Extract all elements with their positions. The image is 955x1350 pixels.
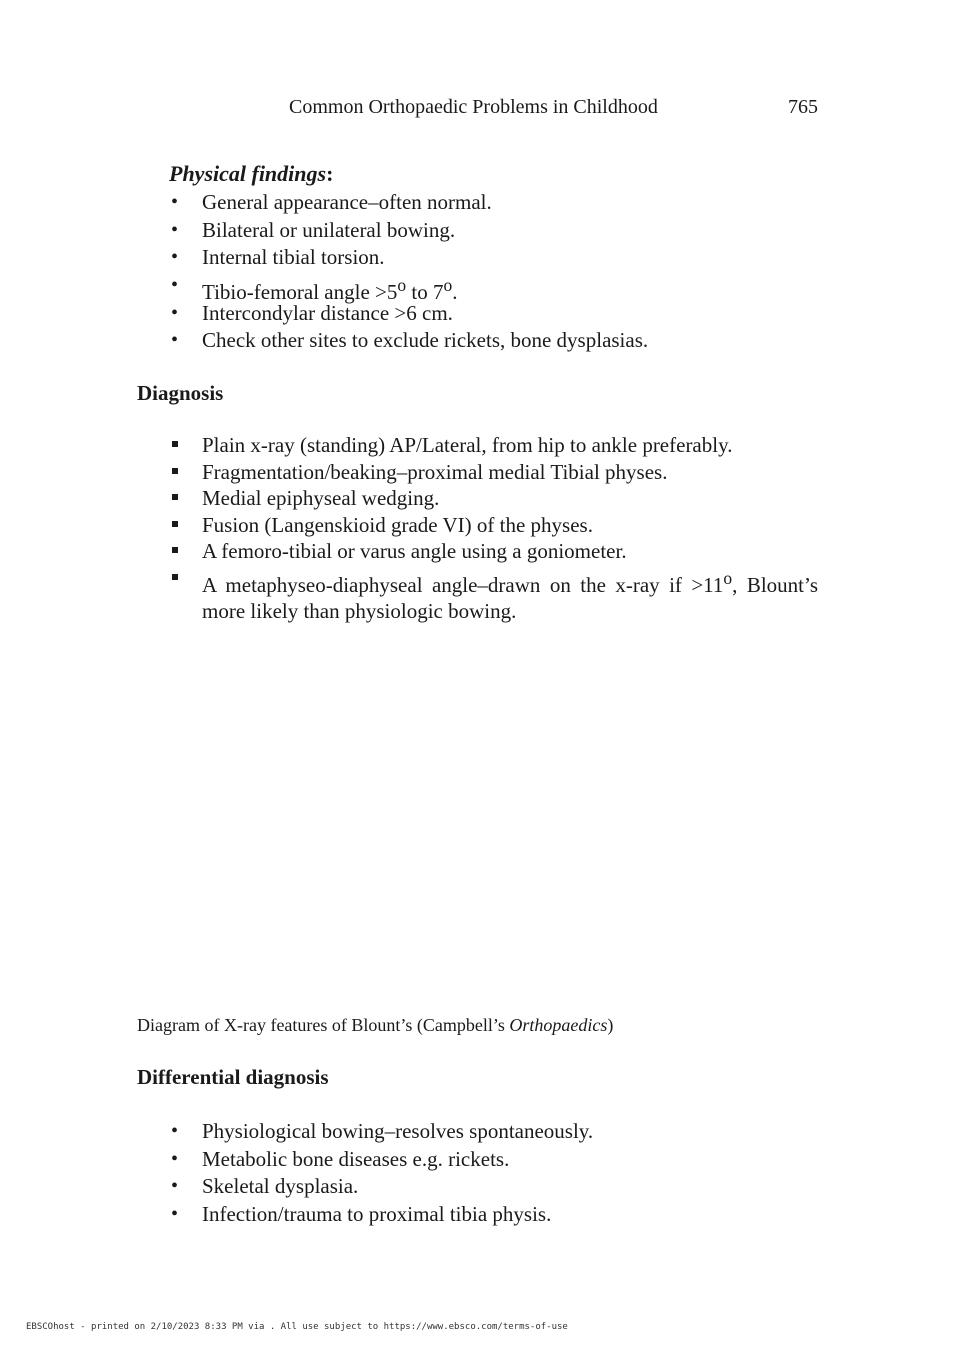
physical-findings-heading-text: Physical findings: [169, 161, 327, 186]
bullet-icon: •: [171, 301, 179, 324]
bullet-icon: •: [171, 1203, 179, 1226]
caption-text: Diagram of X-ray features of Blount’s (Campbell’s: [137, 1015, 510, 1035]
list-item-text: [202, 567, 818, 623]
page-number: 765: [788, 96, 818, 118]
list-item-text: Internal tibial torsion.: [202, 245, 385, 270]
list-item-text: General appearance–often normal.: [202, 190, 492, 214]
caption-text: ): [607, 1015, 614, 1035]
list-item-text: Bilateral or unilateral bowing.: [202, 217, 456, 242]
list-item: [202, 512, 818, 539]
list-item-text: Skeletal dysplasia.: [202, 1174, 359, 1199]
text-segment: , Blount’s more likely than physiologic bowing.: [202, 572, 818, 623]
list-item: [171, 1118, 594, 1146]
square-bullet-icon: [172, 574, 178, 580]
list-item-text: A femoro-tibial or varus angle using a goniometer.: [202, 539, 627, 564]
figure-caption: [137, 1015, 613, 1036]
caption-italic-text: Orthopaedics: [509, 1015, 608, 1035]
differential-diagnosis-list: [171, 1118, 594, 1229]
square-bullet-icon: [172, 547, 178, 553]
bullet-icon: •: [171, 1147, 179, 1170]
list-item: [202, 565, 818, 624]
list-item: [202, 459, 818, 486]
list-item-text: Medial epiphyseal wedging.: [202, 486, 440, 511]
text-segment: Tibio-femoral angle >5: [202, 280, 398, 305]
physical-findings-list: [171, 189, 649, 355]
list-item: [171, 1173, 593, 1201]
bullet-icon: •: [171, 191, 179, 213]
list-item-text: Plain x-ray (standing) AP/Lateral, from hip to ankle preferably.: [202, 433, 733, 457]
text-segment: to 7: [406, 280, 444, 305]
bullet-icon: •: [171, 274, 179, 297]
list-item: [202, 485, 818, 512]
running-header-title: Common Orthopaedic Problems in Childhood: [289, 96, 658, 118]
differential-diagnosis-heading: Differential diagnosis: [137, 1065, 329, 1089]
list-item: [171, 327, 649, 355]
list-item-text: Intercondylar distance >6 cm.: [202, 300, 453, 325]
diagnosis-list: [202, 432, 818, 624]
text-segment: .: [452, 280, 458, 305]
list-item-text: Check other sites to exclude rickets, bone dysplasias.: [202, 328, 649, 353]
list-item: [171, 244, 648, 272]
degree-superscript: o: [397, 275, 407, 296]
square-bullet-icon: [172, 468, 178, 474]
bullet-icon: •: [171, 329, 179, 352]
square-bullet-icon: [172, 494, 178, 500]
list-item: [171, 300, 648, 328]
diagnosis-heading: Diagnosis: [137, 381, 224, 405]
list-item: [171, 217, 648, 245]
bullet-icon: •: [171, 1175, 179, 1198]
square-bullet-icon: [172, 521, 178, 527]
list-item-text: Physiological bowing–resolves spontaneously.: [202, 1119, 594, 1143]
list-item: [171, 272, 648, 305]
list-item-text: Fusion (Langenskioid grade VI) of the physes.: [202, 512, 593, 537]
bullet-icon: •: [171, 246, 179, 269]
list-item: [202, 538, 818, 565]
bullet-icon: •: [171, 218, 179, 241]
list-item-text: Metabolic bone diseases e.g. rickets.: [202, 1146, 510, 1171]
print-footer: EBSCOhost - printed on 2/10/2023 8:33 PM via . All use subject to https://www.ebsco.com/terms-of-use: [26, 1322, 568, 1332]
list-item: [171, 1201, 593, 1229]
physical-findings-heading: [169, 161, 333, 187]
bullet-icon: •: [171, 1120, 179, 1142]
list-item: [171, 189, 648, 217]
square-bullet-icon: [172, 441, 178, 447]
list-item: [171, 1146, 593, 1174]
list-item-text: Infection/trauma to proximal tibia physis.: [202, 1202, 552, 1227]
degree-superscript: o: [443, 275, 453, 296]
text-segment: A metaphyseo-diaphyseal angle–drawn on the x-ray if >11: [202, 572, 724, 597]
degree-superscript: o: [723, 567, 733, 588]
physical-findings-heading-colon: :: [326, 161, 334, 186]
list-item: [202, 432, 818, 459]
list-item-text: Fragmentation/beaking–proximal medial Tibial physes.: [202, 459, 668, 484]
